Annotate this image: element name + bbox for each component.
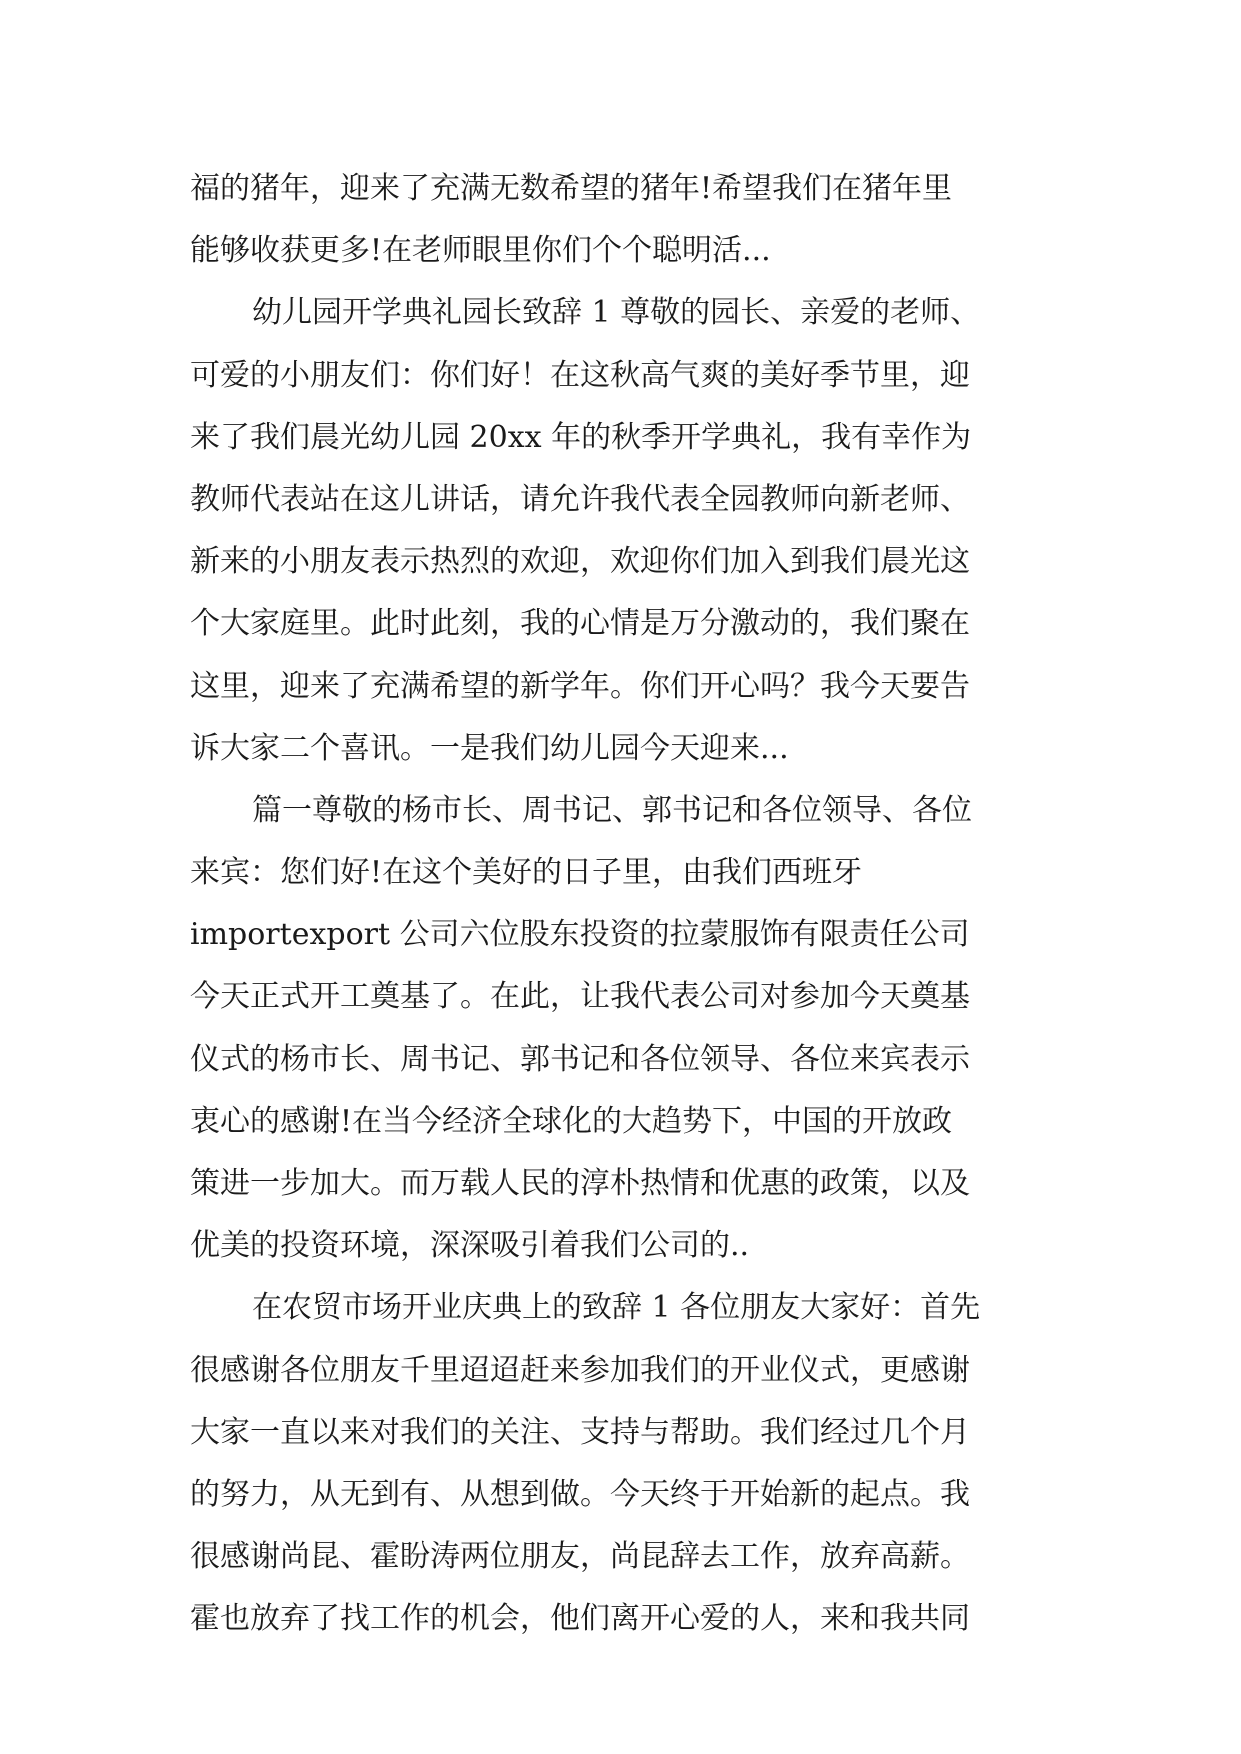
text-line: 这里，迎来了充满希望的新学年。你们开心吗？我今天要告 <box>190 668 970 704</box>
text-line: 能够收获更多!在老师眼里你们个个聪明活... <box>190 233 771 269</box>
text-line: importexport 公司六位股东投资的拉蒙服饰有限责任公司 <box>190 917 970 953</box>
body-text <box>190 158 1070 1651</box>
text-line: 可爱的小朋友们：你们好！在这秋高气爽的美好季节里，迎 <box>190 357 970 393</box>
text-line: 很感谢各位朋友千里迢迢赶来参加我们的开业仪式，更感谢 <box>190 1352 970 1388</box>
text-line: 来了我们晨光幼儿园 20xx 年的秋季开学典礼，我有幸作为 <box>190 419 972 455</box>
text-line: 教师代表站在这儿讲话，请允许我代表全园教师向新老师、 <box>190 481 970 517</box>
text-line: 策进一步加大。而万载人民的淳朴热情和优惠的政策，以及 <box>190 1166 970 1201</box>
text-line: 仪式的杨市长、周书记、郭书记和各位领导、各位来宾表示 <box>190 1041 970 1077</box>
text-line: 优美的投资环境，深深吸引着我们公司的.. <box>190 1228 750 1264</box>
text-line: 今天正式开工奠基了。在此，让我代表公司对参加今天奠基 <box>190 979 970 1015</box>
text-line: 衷心的感谢!在当今经济全球化的大趋势下，中国的开放政 <box>190 1103 953 1139</box>
text-line: 新来的小朋友表示热烈的欢迎，欢迎你们加入到我们晨光这 <box>190 544 970 580</box>
text-line: 来宾：您们好!在这个美好的日子里，由我们西班牙 <box>190 855 863 891</box>
text-line: 幼儿园开学典礼园长致辞 1 尊敬的园长、亲爱的老师、 <box>252 295 981 331</box>
text-line: 个大家庭里。此时此刻，我的心情是万分激动的，我们聚在 <box>190 606 970 642</box>
text-line: 在农贸市场开业庆典上的致辞 1 各位朋友大家好：首先 <box>252 1290 981 1326</box>
text-line: 霍也放弃了找工作的机会，他们离开心爱的人，来和我共同 <box>190 1601 970 1637</box>
text-line: 很感谢尚昆、霍盼涛两位朋友，尚昆辞去工作，放弃高薪。 <box>190 1539 970 1575</box>
text-line: 诉大家二个喜讯。一是我们幼儿园今天迎来... <box>190 730 789 766</box>
text-line: 福的猪年，迎来了充满无数希望的猪年!希望我们在猪年里 <box>190 171 953 206</box>
text-line: 的努力，从无到有、从想到做。今天终于开始新的起点。我 <box>190 1476 970 1512</box>
text-line: 大家一直以来对我们的关注、支持与帮助。我们经过几个月 <box>190 1414 970 1450</box>
text-line: 篇一尊敬的杨市长、周书记、郭书记和各位领导、各位 <box>252 792 972 828</box>
